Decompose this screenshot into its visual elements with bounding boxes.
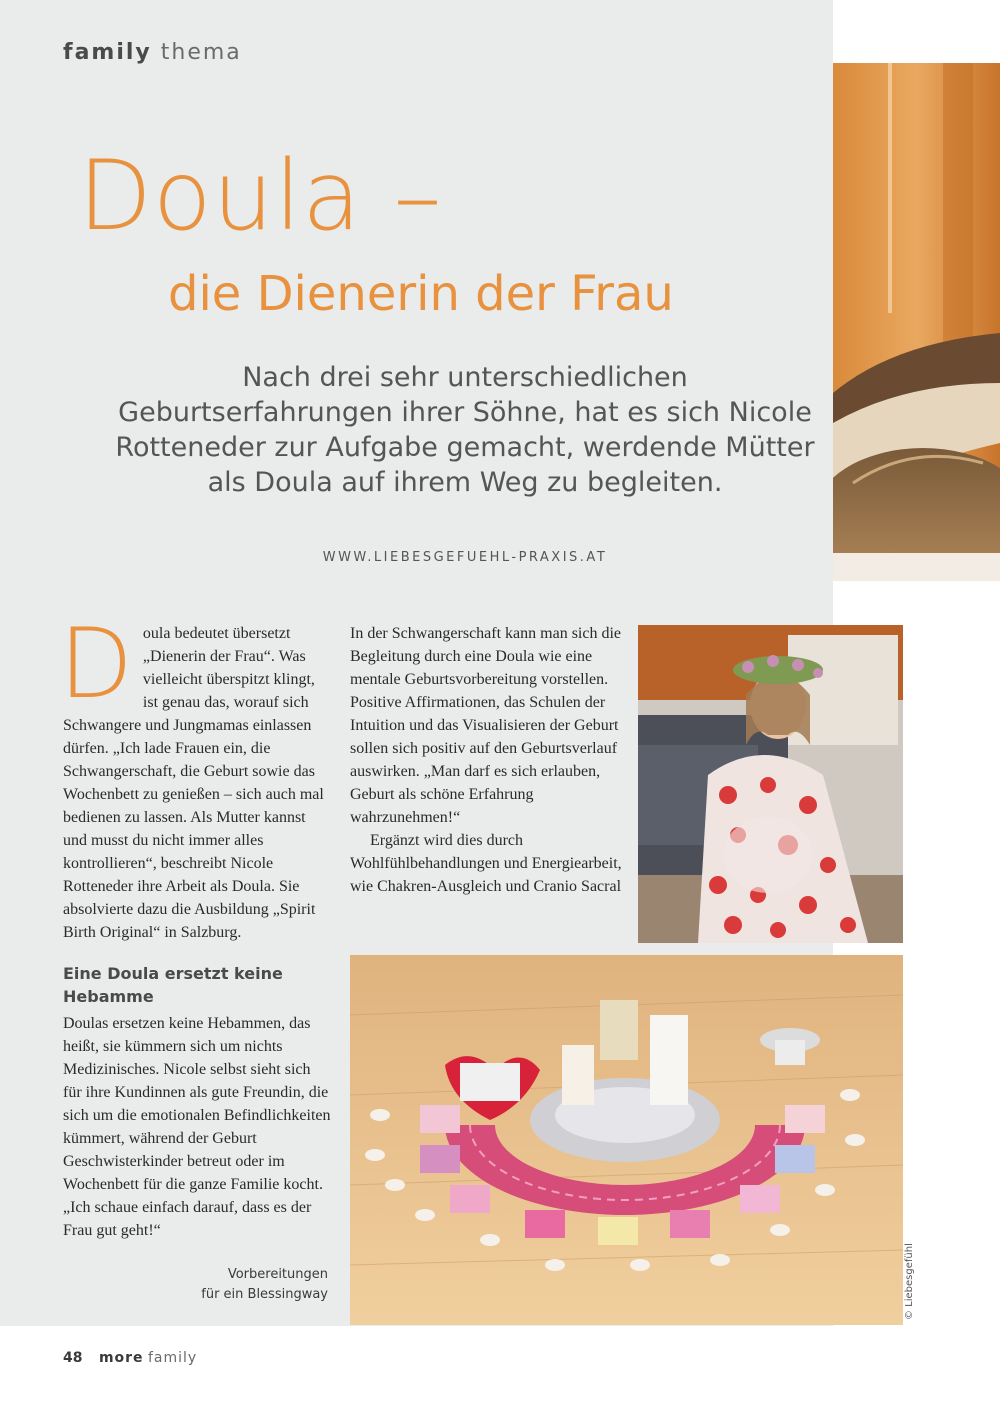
article-column-2 xyxy=(350,622,625,898)
photo-credit: © Liebesgefühl xyxy=(904,1243,915,1320)
section-label-bold: family xyxy=(63,40,152,65)
photo-caption xyxy=(150,1265,328,1305)
dropcap: D xyxy=(59,608,133,720)
page-footer xyxy=(63,1350,197,1366)
footer-brand-bold: more xyxy=(98,1350,144,1366)
section-label xyxy=(63,40,242,65)
page-subtitle: die Dienerin der Frau xyxy=(168,266,674,322)
caption-line-1: Vorbereitungen xyxy=(227,1267,328,1282)
paragraph-preparation: In der Schwangerschaft kann man sich die Begleitung durch eine Doula wie eine mentale Geburtsvorbereitung vorstellen. Positive Affirmationen, das Schulen der Intuition und das Visualisieren der Geburt sollen sich positiv auf den Geburtsverlauf auswirken. „Man darf es sich erlauben, Geburt als schöne Erfahrung wahrzunehmen!“ xyxy=(350,625,622,826)
paragraph-treatments: Ergänzt wird dies durch Wohlfühlbehandlungen und Energiearbeit, wie Chakren-Ausgleich und Cranio Sacral xyxy=(350,832,622,895)
page-number: 48 xyxy=(63,1350,83,1366)
paragraph-intro: oula bedeutet übersetzt „Dienerin der Frau“. Was vielleicht überspitzt klingt, ist genau das, worauf sich Schwangere und Jungmamas einlassen dürfen. „Ich lade Frauen ein, die Schwangerschaft, die Geburt sowie das Wochenbett zu genießen – sich auch mal bedienen zu lassen. Als Mutter kannst und musst du nicht immer alles kontrollieren“, beschreibt Nicole Rotteneder ihre Arbeit als Doula. Sie absolvierte dazu die Ausbildung „Spirit Birth Original“ in Salzburg. xyxy=(63,625,324,941)
photo-blessingway xyxy=(350,955,903,1325)
article-column-1 xyxy=(59,608,333,944)
photo-pregnant-woman xyxy=(638,625,903,943)
lead-paragraph: Nach drei sehr unterschiedlichen Geburtserfahrungen ihrer Söhne, hat es sich Nicole Rotteneder zur Aufgabe gemacht, werdende Mütter als Doula auf ihrem Weg zu begleiten. xyxy=(115,362,815,498)
website-link[interactable]: WWW.LIEBESGEFUEHL-PRAXIS.AT xyxy=(322,550,608,565)
page-title: Doula – xyxy=(78,140,443,252)
section-label-light: thema xyxy=(160,40,242,65)
paragraph-midwife: Doulas ersetzen keine Hebammen, das heißt, sie kümmern sich um nichts Medizinisches. Nicole selbst sieht sich für ihre Kundinnen als gute Freundin, die sich um die emotionalen Befindlichkeiten kümmert, während der Geburt Geschwisterkinder betreut oder im Wochenbett für die ganze Familie kocht. „Ich schaue einfach darauf, dass es der Frau gut geht!“ xyxy=(63,1015,331,1239)
caption-line-2: für ein Blessingway xyxy=(201,1287,328,1302)
subheading: Eine Doula ersetzt keine Hebamme xyxy=(63,964,283,1006)
photo-woman-lying xyxy=(833,63,1000,581)
footer-brand-light: family xyxy=(148,1350,198,1366)
